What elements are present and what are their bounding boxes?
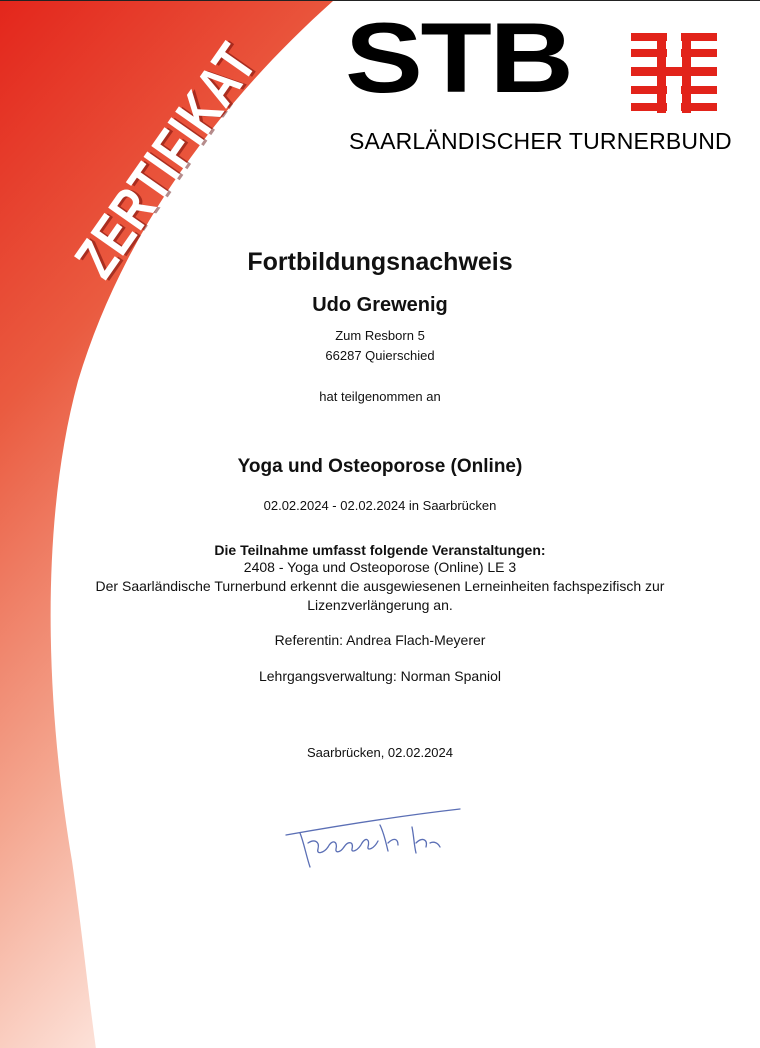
recognition-line-2: Lizenzverlängerung an. bbox=[307, 597, 453, 613]
events-heading: Die Teilnahme umfasst folgende Veranstaltungen: bbox=[214, 542, 546, 558]
course-title: Yoga und Osteoporose (Online) bbox=[237, 456, 523, 477]
administration: Lehrgangsverwaltung: Norman Spaniol bbox=[258, 668, 502, 684]
recognition-line-1: Der Saarländische Turnerbund erkennt die ausgewiesenen Lerneinheiten fachspezifisch zur bbox=[95, 578, 665, 594]
participant-name: Udo Grewenig bbox=[312, 294, 448, 316]
red-swoosh-decoration bbox=[0, 1, 760, 1048]
referent: Referentin: Andrea Flach-Meyerer bbox=[274, 632, 486, 648]
address-city: 66287 Quierschied bbox=[325, 348, 435, 363]
logo-wordmark: STB bbox=[345, 2, 572, 113]
stb-logo bbox=[345, 2, 732, 157]
turner-cross-icon bbox=[631, 33, 717, 113]
signature bbox=[280, 803, 465, 878]
organization-name: SAARLÄNDISCHER TURNERBUND bbox=[349, 128, 732, 154]
event-line: 2408 - Yoga und Osteoporose (Online) LE 3 bbox=[243, 559, 517, 575]
zertifikat-badge: ZERTIFIKAT bbox=[62, 31, 270, 290]
address-street: Zum Resborn 5 bbox=[335, 328, 425, 343]
course-date-location: 02.02.2024 - 02.02.2024 in Saarbrücken bbox=[263, 498, 497, 513]
certificate-title: Fortbildungsnachweis bbox=[247, 248, 513, 276]
place-date: Saarbrücken, 02.02.2024 bbox=[307, 745, 453, 760]
participation-statement: hat teilgenommen an bbox=[319, 389, 441, 404]
